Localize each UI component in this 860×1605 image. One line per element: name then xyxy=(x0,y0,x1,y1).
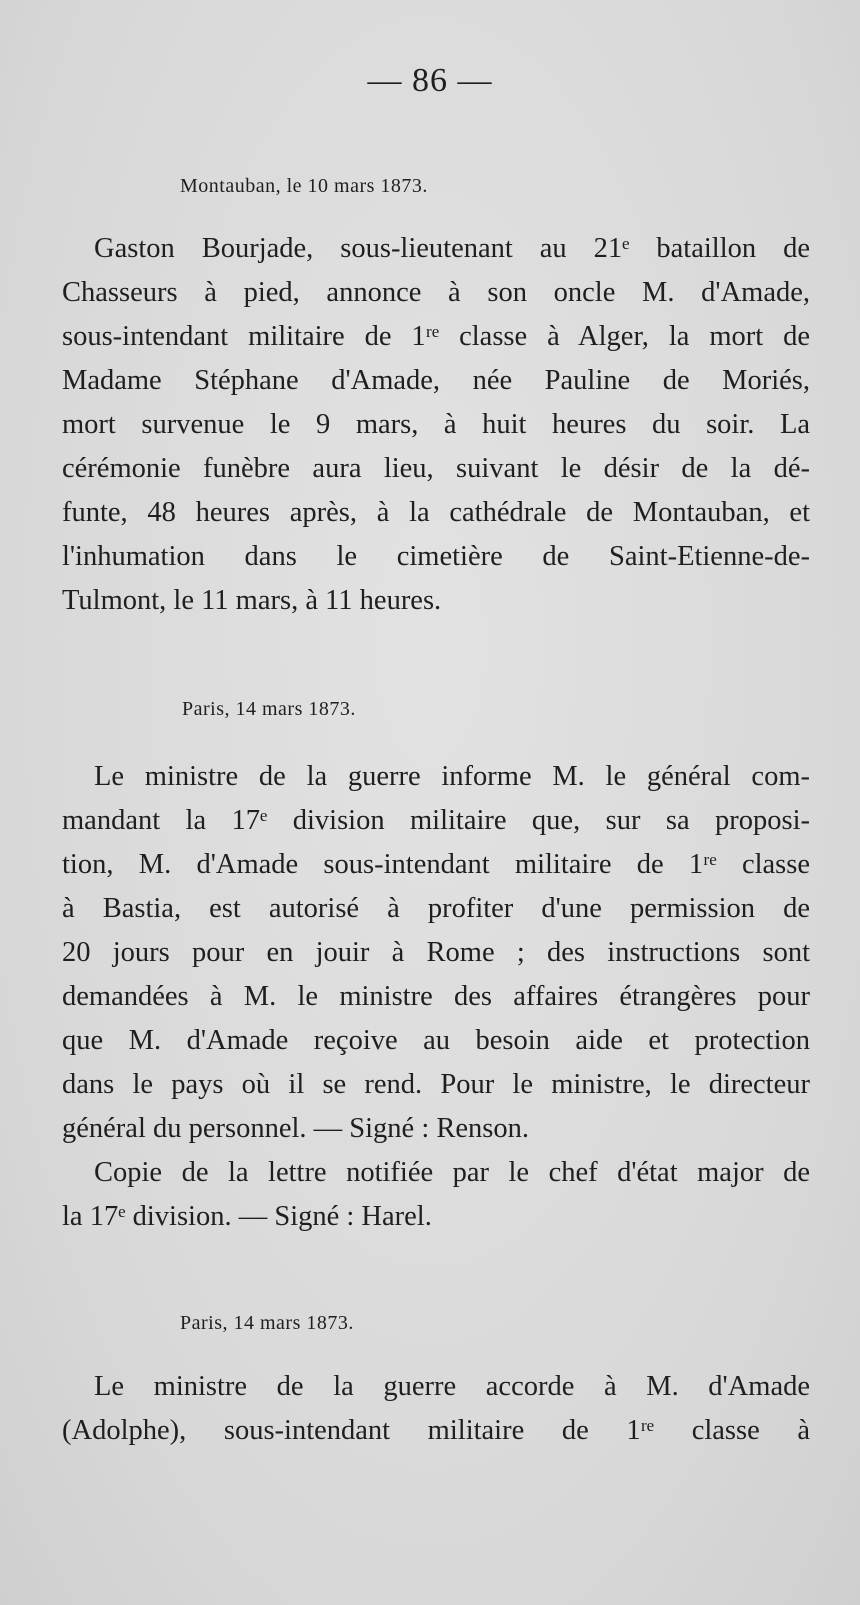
text-line: tion, M. d'Amade sous-intendant militaire de 1ʳᵉ classe xyxy=(62,849,810,880)
text-line: général du personnel. — Signé : Renson. xyxy=(62,1113,529,1144)
text-line: Copie de la lettre notifiée par le chef d'état major de xyxy=(94,1157,810,1188)
text-line: Gaston Bourjade, sous-lieutenant au 21ᵉ bataillon de xyxy=(94,233,810,264)
text-line: Madame Stéphane d'Amade, née Pauline de Moriés, xyxy=(62,365,810,396)
text-line: funte, 48 heures après, à la cathédrale de Montauban, et xyxy=(62,497,810,528)
dateline: Paris, 14 mars 1873. xyxy=(182,698,356,720)
text-line: que M. d'Amade reçoive au besoin aide et protection xyxy=(62,1025,810,1056)
paragraph xyxy=(62,1365,810,1453)
text-line: cérémonie funèbre aura lieu, suivant le désir de la dé- xyxy=(62,453,810,484)
dateline: Montauban, le 10 mars 1873. xyxy=(180,175,428,197)
page-number: — 86 — xyxy=(367,62,493,99)
text-line: 20 jours pour en jouir à Rome ; des instructions sont xyxy=(62,937,810,968)
text-line: sous-intendant militaire de 1ʳᵉ classe à Alger, la mort de xyxy=(62,321,810,352)
text-line: Le ministre de la guerre accorde à M. d'Amade xyxy=(94,1371,810,1402)
text-line: à Bastia, est autorisé à profiter d'une permission de xyxy=(62,893,810,924)
text-line: Tulmont, le 11 mars, à 11 heures. xyxy=(62,585,442,616)
text-line: Chasseurs à pied, annonce à son oncle M. d'Amade, xyxy=(62,277,810,308)
paragraph xyxy=(62,227,810,623)
text-line: la 17ᵉ division. — Signé : Harel. xyxy=(62,1201,432,1232)
text-line: mort survenue le 9 mars, à huit heures du soir. La xyxy=(62,409,810,440)
text-line: mandant la 17ᵉ division militaire que, sur sa proposi- xyxy=(62,805,810,836)
text-line: demandées à M. le ministre des affaires étrangères pour xyxy=(62,981,810,1012)
dateline: Paris, 14 mars 1873. xyxy=(180,1312,354,1334)
text-line: dans le pays où il se rend. Pour le ministre, le directeur xyxy=(62,1069,810,1100)
text-line: (Adolphe), sous-intendant militaire de 1ʳᵉ classe à xyxy=(62,1415,810,1446)
paragraph xyxy=(62,755,810,1239)
text-line: l'inhumation dans le cimetière de Saint-Etienne-de- xyxy=(62,541,810,572)
text-line: Le ministre de la guerre informe M. le général com- xyxy=(94,761,810,792)
